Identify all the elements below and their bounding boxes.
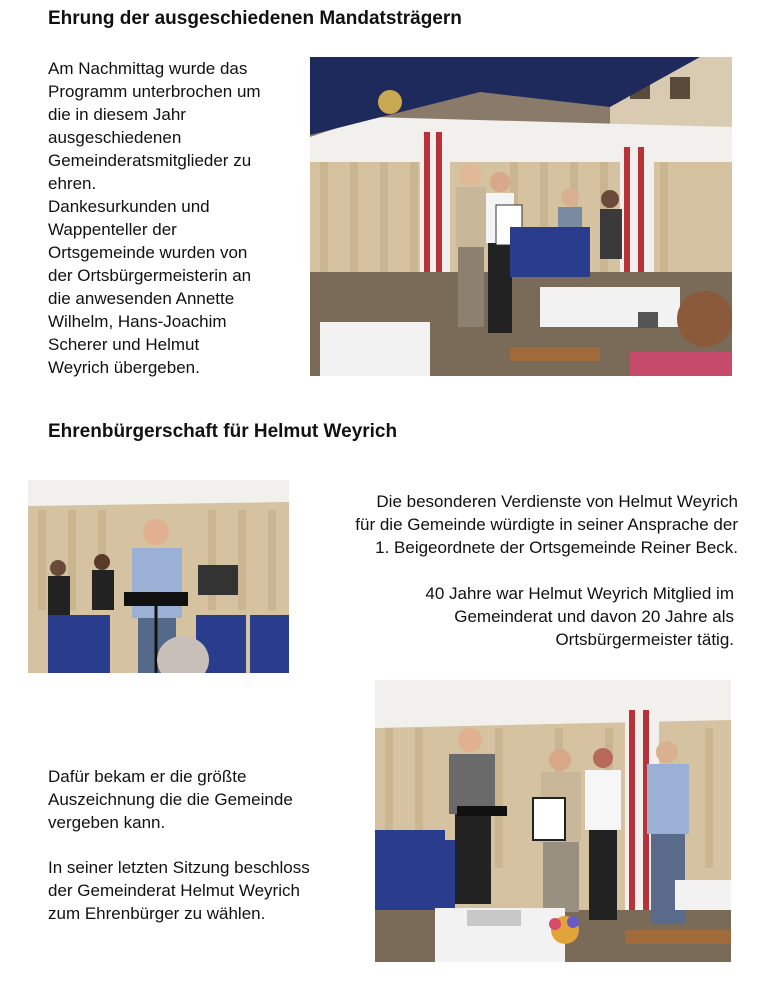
section-heading-honorary-citizenship: Ehrenbürgerschaft für Helmut Weyrich xyxy=(48,421,398,442)
section-heading-honoring: Ehrung der ausgeschiedenen Mandatsträgern xyxy=(48,8,462,29)
paragraph-council-decision: In seiner letzten Sitzung beschloss der Gemeinderat Helmut Weyrich zum Ehrenbürger zu wählen. xyxy=(48,858,310,923)
photo-speech xyxy=(28,480,289,673)
photo-honoring-ceremony xyxy=(310,57,732,376)
paragraph-honoring: Am Nachmittag wurde das Programm unterbrochen um die in diesem Jahr ausgeschiedenen Gemeinderatsmitglieder zu ehren. Dankesurkunden und Wappenteller der Ortsgemeinde wurden von der Ortsbürgermeisterin an die anwesenden Annette Wilhelm, Hans-Joachim Scherer und Helmut Weyrich übergeben. xyxy=(48,59,261,377)
paragraph-years-in-council: 40 Jahre war Helmut Weyrich Mitglied im Gemeinderat und davon 20 Jahre als Ortsbürgermeister tätig. xyxy=(425,584,734,649)
paragraph-award: Dafür bekam er die größte Auszeichnung die die Gemeinde vergeben kann. xyxy=(48,767,293,832)
photo-certificate-presentation xyxy=(375,680,731,962)
paragraph-merits: Die besonderen Verdienste von Helmut Weyrich für die Gemeinde würdigte in seiner Ansprache der 1. Beigeordnete der Ortsgemeinde Reiner Beck. xyxy=(355,492,738,557)
